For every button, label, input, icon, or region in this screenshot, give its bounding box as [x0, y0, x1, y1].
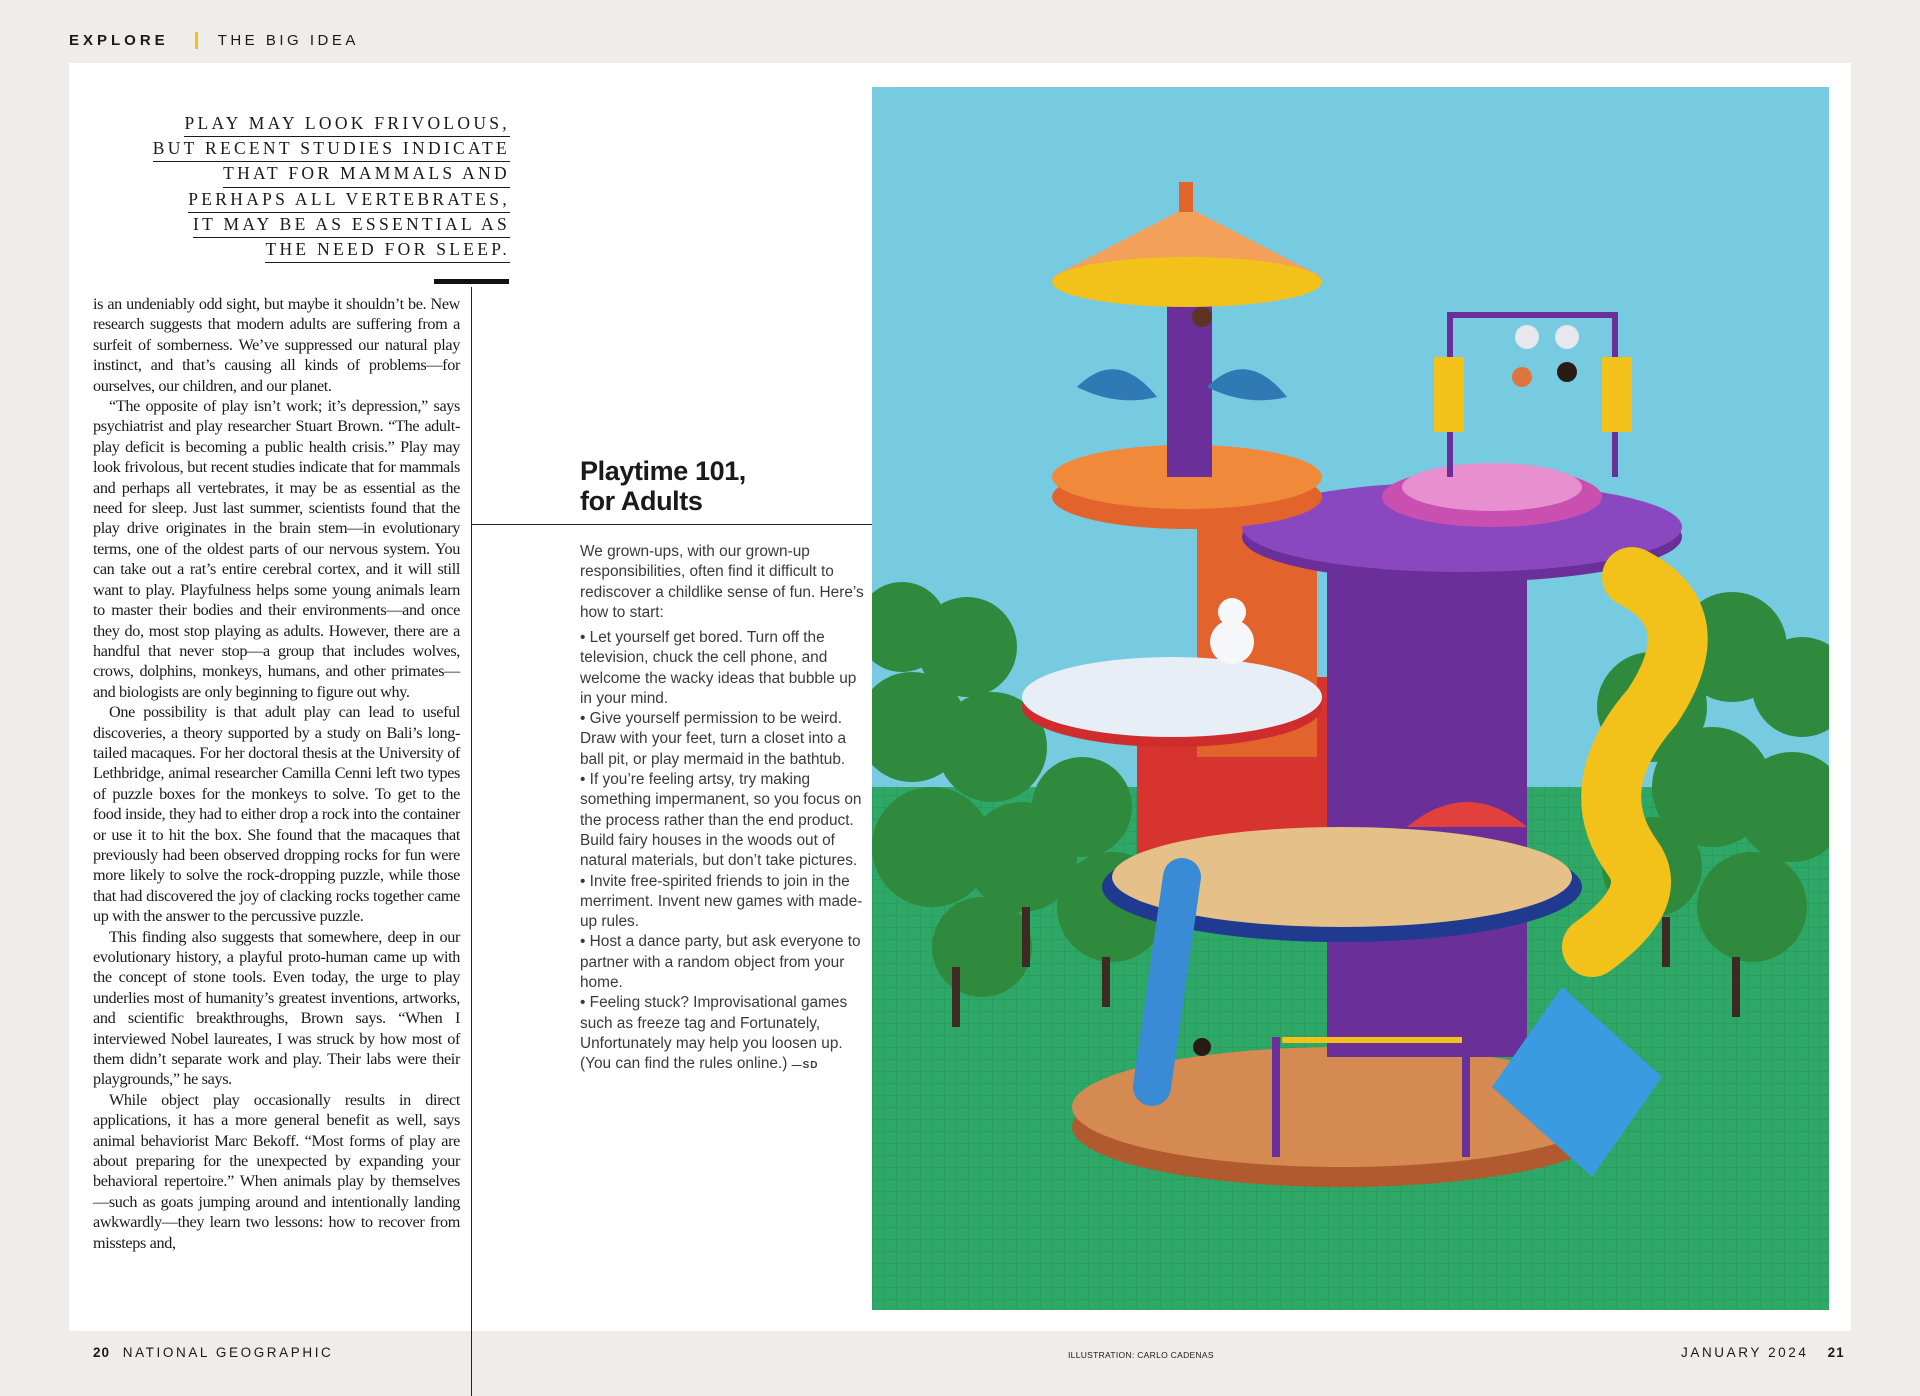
- list-item: • Let yourself get bored. Turn off the television, chuck the cell phone, and welcome the wacky ideas that bubble up in your mind.: [580, 628, 870, 709]
- pull-quote: [120, 112, 510, 263]
- pull-quote-line: THAT FOR MAMMALS AND: [223, 162, 510, 187]
- pull-quote-line: IT MAY BE AS ESSENTIAL AS: [193, 213, 510, 238]
- footer-right: [1681, 1345, 1845, 1360]
- column-divider: [471, 287, 472, 1396]
- sidebar-intro: We grown-ups, with our grown-up responsibilities, often find it difficult to rediscover a childlike sense of fun. Here’s how to start:: [580, 543, 864, 621]
- article-paragraph: While object play occasionally results in direct applications, it has a more general benefit as well, says animal behaviorist Marc Bekoff. “Most forms of play are about preparing for the unexpected by expanding your behavioral repertoire.” When animals play by themselves—such as goats jumping around and intentionally landing awkwardly—they learn two lessons: how to recover from missteps and,: [93, 1090, 460, 1252]
- list-item: • If you’re feeling artsy, try making something impermanent, so you focus on the process rather than the end product. Build fairy houses in the woods out of natural materials, but don’t take pictures.: [580, 770, 870, 871]
- pull-quote-line: BUT RECENT STUDIES INDICATE: [153, 137, 510, 162]
- pull-quote-line: PLAY MAY LOOK FRIVOLOUS,: [184, 112, 510, 137]
- pull-quote-line: PERHAPS ALL VERTEBRATES,: [188, 188, 510, 213]
- list-item: • Host a dance party, but ask everyone to partner with a random object from your home.: [580, 932, 870, 993]
- list-item: • Give yourself permission to be weird. Draw with your feet, turn a closet into a ball pit, or play mermaid in the bathtub.: [580, 709, 870, 770]
- article-paragraph: “The opposite of play isn’t work; it’s depression,” says psychiatrist and play researcher Stuart Brown. “The adult-play deficit is becoming a public health crisis.” Play may look frivolous, but recent studies indicate that for mammals and perhaps all vertebrates, it may be as essential as the need for sleep. Just last summer, scientists found that the play drive originates in the brain stem—in evolutionary terms, one of the oldest parts of our nervous system. You can take out a rat’s entire cerebral cortex, and it will still want to play. Playfulness helps some young animals learn to master their bodies and their environments—and once they do, most stop playing as adults. However, there are a handful that never stop—a group that includes wolves, crows, dolphins, monkeys, humans, and other primates—and biologists are only beginning to figure out why.: [93, 397, 460, 701]
- section-label: EXPLORE: [69, 31, 169, 49]
- list-item-text: Feeling stuck? Improvisational games such as freeze tag and Fortunately, Unfortunately may help you loosen up. (You can find the rules online.): [580, 994, 848, 1073]
- sidebar-title-line: for Adults: [580, 486, 703, 516]
- running-header: [69, 29, 359, 51]
- header-divider: [195, 32, 198, 49]
- article-body: [93, 294, 460, 1253]
- pull-quote-rule: [434, 279, 509, 284]
- sidebar-title-line: Playtime 101,: [580, 456, 746, 486]
- playground-illustration: [872, 87, 1829, 1310]
- illustration-art: [872, 87, 1829, 1310]
- sidebar-list: [580, 628, 870, 1077]
- list-item: [580, 993, 870, 1076]
- page-number-left: 20: [93, 1345, 111, 1360]
- list-item: • Invite free-spirited friends to join in the merriment. Invent new games with made-up rules.: [580, 872, 870, 933]
- publication-name: NATIONAL GEOGRAPHIC: [122, 1345, 334, 1360]
- subsection-label: THE BIG IDEA: [217, 31, 359, 49]
- issue-date: JANUARY 2024: [1681, 1345, 1809, 1360]
- article-paragraph: This finding also suggests that somewhere, deep in our evolutionary history, a playful proto-human came up with the concept of stone tools. Even today, the urge to play underlies most of humanity’s greatest inventions, artworks, and scientific breakthroughs, Brown says. “When I interviewed Nobel laureates, I was struck by how most of them didn’t separate work and play. Their labs were their playgrounds,” he says.: [93, 927, 460, 1089]
- sidebar-rule: [471, 524, 872, 525]
- page-number-right: 21: [1827, 1345, 1845, 1360]
- pull-quote-line: THE NEED FOR SLEEP.: [265, 238, 510, 263]
- article-paragraph: is an undeniably odd sight, but maybe it shouldn’t be. New research suggests that modern adults are suffering from a surfeit of somberness. We’ve suppressed our natural play instinct, and that’s causing all kinds of problems—for ourselves, our children, and our planet.: [93, 295, 460, 395]
- author-initials: —SD: [791, 1060, 819, 1072]
- illustration-credit: ILLUSTRATION: CARLO CADENAS: [1068, 1350, 1214, 1360]
- article-paragraph: One possibility is that adult play can lead to useful discoveries, a theory supported by a study on Bali’s long-tailed macaques. For her doctoral thesis at the University of Lethbridge, animal researcher Camilla Cenni left two types of puzzle boxes for the monkeys to solve. To get to the food inside, they had to either drop a rock into the container or use it to hit the box. She found that the macaques that previously had been observed dropping rocks for fun were more likely to solve the rock-dropping puzzle, while those that had discovered the joy of clacking rocks together came up with the answer to the percussive puzzle.: [93, 703, 460, 926]
- sidebar-title: [580, 456, 870, 516]
- footer-left: [93, 1345, 333, 1360]
